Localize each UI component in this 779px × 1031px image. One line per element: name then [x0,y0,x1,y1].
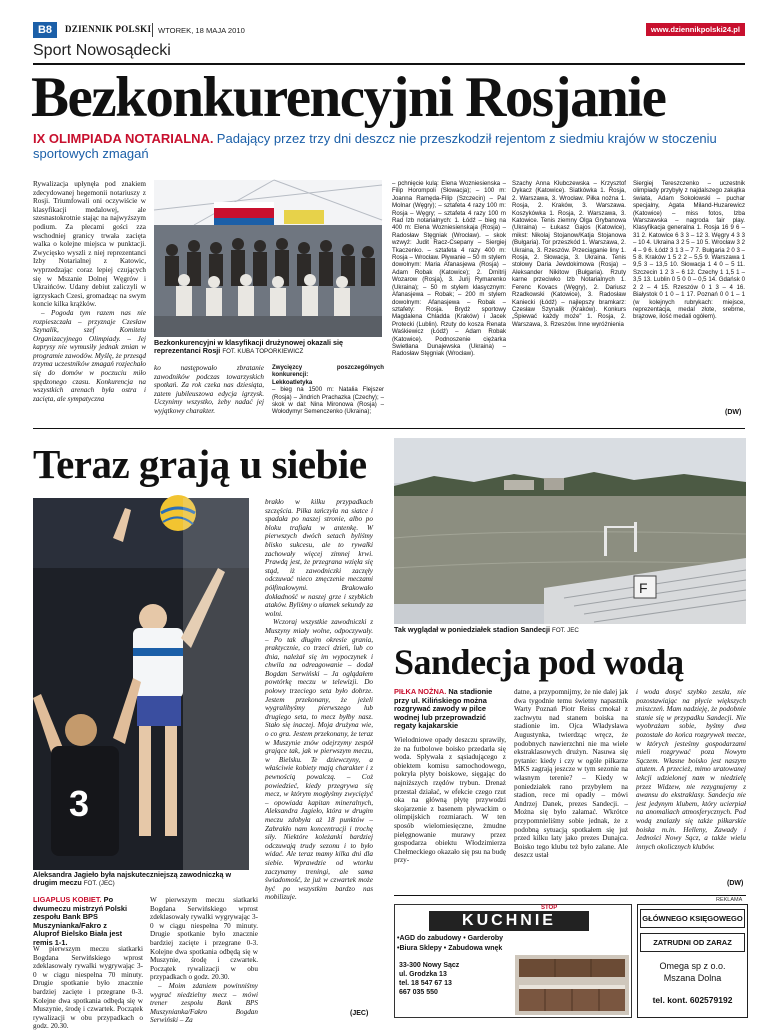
article3-col3-text: i woda dosyć szybko zeszła, nie pozostawiając na płycie większych zniszczeń. Mam nadzieję, że podobnie stanie się w przypadku Sandecji. Nie wyobrażam sobie, byśmy dwa pozostałe do końca rozgrywek mecze, w których jesteśmy gospodarzami mieli rozgrywać poza Nowym Sączem. Własne boisko jest naszym atutem. A przecież, mimo uratowanej lekcji udzielonej nam w niedzielę przez Widzew, nie rezygnujemy z awansu do ekstraklasy. Sandecja nie jest jedynym klubem, który ucierpiał na anomaliach atmosferycznych. Pod wodą znalazły się także piłkarskie boiska m.in. Helleny, Zawady i Jedności Nowy Sącz, a także wielu innych okolicznych klubów. [636,688,746,851]
article3-headline: Sandecja pod wodą [394,642,684,682]
article2-col3-text: brakło w kilku przypadkach szczęścia. Piłka tańczyła na siatce i spadała po naszej stronie, albo po bloku trafiała w antenkę. W pierwszych dwóch setach byliśmy blisko sukcesu, ale to rywalki zachowały więcej zimnej krwi. Prawdą jest, że przegrana wzięła się stąd, iż zawodniczki zaczęły odczuwać nieco zmęczenie meczami półfinałowymi. Brakowało dokładność w naszej grze i szybkich ataków. Byliśmy o ułamek sekundy za wolni. [265,498,373,618]
ads-label: REKLAMA [716,897,743,903]
svg-text:F: F [639,580,648,596]
article3-kicker: PIŁKA NOŻNA. [394,687,447,696]
kitchen-image [515,955,629,1015]
results-subheading: Lekkoatletyka [272,378,313,386]
article1-headline: Bezkonkurencyjni Rosjanie [31,66,666,129]
article1-col2 [272,364,384,424]
article2-lead [33,896,133,948]
article3-lead-text: Na stadionie przy ul. Kilińskiego można rozgrywać zawody w pilce wodnej lub przeprowadzić regaty kajakarskie [394,687,493,731]
kuchnie-phone1: tel. 18 547 67 13 [399,980,452,987]
article3-col2 [514,688,628,892]
results-col4-text: Szachy Anna Kłubczewska – Krzysztof Dykacz (Katowice). Siatkówka 1. Rosja, 2. Warszawa, 3. Wrocław. Piłka nożna 1. Rosja, 2. Kraków, 3. Warszawa. Koszykówka 1. Rosja, 2. Warszawa, 3. Katowice. Tenis ziemny Olga Grybanowa (Ukraina) – Łukasz Gajos (Katowice), mikst: Nikolaj Stojanow/Katja Stojanowa (Bułgaria). Tor przeszkód 1. Warszawa, 2. Ukraina, 3. Rzeszów. Przeciąganie liny 1. Rosja, 2. Słowacja, 3. Ukraina. Tenis stołowy Daria Jewdokimowa (Rosja) – Aleksander Nikitow (Bułgaria). Rzuty karne przeciwko Izb Notarialnych 1. Ferenc Kovacs (Węgry), 2. Dariusz Rzadkowski (Katowice), 3. Radosław Kaniecki (Łódź) – najlepszy bramkarz: Czesław Szynalik (Kraków). Konkurs „Śpiewać każdy może” 1. Rosja, 2. Warszawa, 3. Rzeszów. Inne wyróżnienia [512,180,626,328]
results-heading: Zwycięzcy poszczególnych konkurencji: [272,364,384,379]
article1-col5 [633,180,745,408]
article2-kicker: LIGAPLUS KOBIET. [33,895,102,904]
volleyball-caption [33,871,249,889]
paper-name: DZIENNIK POLSKI [65,24,152,34]
stadium-photo-image [394,438,746,624]
volleyball-caption-text: Aleksandra Jagieło była najskuteczniejszą zawodniczką w drugim meczu [33,870,232,888]
team-photo-caption-text: Bezkonkurencyjni w klasyfikacji drużynowej okazali się reprezentanci Rosji [154,338,343,356]
results-col3-text: – pchnięcie kulą: Elena Wozniesienska – Filip Horompoli (Słowacja); – 100 m: Joanna Ramęda-Filip (Szczecin) – Pal Molnar (Węgry); – sztafeta 4 razy 100 m: Rosja – Węgry; – sztafeta 4 razy 100 m Rad Izb notarialnych: 1. Łódź – bieg na 400 m: Elena Wozniesienskaja (Rosja) – Radosław Stęgniak (Wrocław). – skok wzwyż: Judit Racz-Csepany – Siergiej Tkaczenko. – sztafeta 4 razy 400 m: Rosja – Wrocław. Pływanie – 50 m stylem dowolnym: Maria Afanasjewa (Rosja) – Adam Robak (Katowice); 2. Dmitrij Wozarow (Rosja), 3. Jurij Rymarenko (Ukraina); – 50 m stylem klasycznym: Afanasjewa – Robak; – 200 m stylem dowolnym: Afanasjewa – Robak – sztafety: Rosja. Brydż sportowy Magdalena Chladda (Kraków) i Jacek Protecki (Lublin). Rzuty do kosza Renata Waśkiewicz (Łódź) – Adam Robak (Katowice). Podnoszenie ciężarka Swietłana Dunajewska (Ukraina) – Radosław Stęgniak (Wrocław). [392,180,506,358]
article2-headline: Teraz grają u siebie [33,441,367,487]
job-subtitle: ZATRUDNI OD ZARAZ [640,933,745,952]
kuchnie-title: KUCHNIE [429,911,589,931]
stadium-photo [394,438,746,624]
section-rule [33,63,745,65]
article1-col1b-text: ko następowało zbratanie zawodników podczas towarzyskich spotkań. Za rok czeka nas dziesiąta, zatem jubileuszowa edycja igrzysk. Uczynimy wszystko, żeby nadać jej wyjątkowy charakter. [154,364,264,415]
team-photo-image [154,180,382,337]
article1-deck-text: Padający przez trzy dni deszcz nie przeszkodził rejentom z siedmiu krajów w stoczeniu sportowych zmagań [33,131,717,161]
article1-sign: (DW) [725,409,742,416]
article1-col4 [512,180,626,418]
article2-col1 [33,945,143,1031]
article3-col3 [636,688,746,878]
section-title: Sport Nowosądecki [33,42,171,59]
kuchnie-ad[interactable] [394,904,632,1018]
volleyball-credit: FOT. (JEC) [83,880,115,888]
results-col2-text: – bieg na 1500 m: Natalia Flejszer (Rosja) – Jindrich Prachazka (Czechy); – skok w dal: Nina Mironowa (Rosja) – Wołodymyr Semenczenko (Ukraina); [272,386,384,416]
svg-text:3: 3 [69,783,90,824]
masthead-divider [152,23,153,37]
article1-kicker: IX OLIMPIADA NOTARIALNA. [33,131,214,146]
stadium-caption-text: Tak wyglądał w poniedziałek stadion Sandecji [394,625,551,634]
article1-col1-text: Rywalizacja upłynęła pod znakiem zdecydowanej hegemonii notariuszy z Rosji. Triumfowali oni oczywiście w klasyfikacji medalowej, ale szesnastokrotnie stając na najwyższym podium. Za plecami gości zza wschodniej granicy trwała zacięta walka o kolejne miejsca w punktacji. Zwycięsko wyszli z niej reprezentanci Izby Notarialnej z Katowic, wyprzedzając coraz lepiej czujących się w Mszanie Dolnej Węgrów i Ukraińców. Udany debiut zaliczyli w igrzyskach Czesi, gromadząc na swym koncie kilka krążków. [33,180,146,309]
article3-sign: (DW) [727,880,744,887]
article2-col1-cont [150,896,258,1025]
kuchnie-address2: ul. Grodzka 13 [399,971,447,978]
article2-col3b-text: Wczoraj wszystkie zawodniczki z Muszyny miały wolne, odpoczywały. – Po tak długim okresie grania, praktycznie, co trzeci dzień, lub co dnia, należał się im wypoczynek i chwila na odreagowanie – dodał Bogdan Serwiński – Ja oglądałem powtórkę meczu w telewizji. Do połowy trzeciego seta było dobrze. Jestem przekonany, że jeżeli wygralibyśmy pierwszego lub drugiego seta, to mecz byłby nasz. Stało się inaczej. Moja drużyna wie, o co gra. Jestem przekonany, że teraz w Muszynie znów odejrzymy zespół grające tak, jak w pierwszym meczu, w Bielsku. Te dziewczyny, a właściwie kobiety mają charakter i z pewnością powalczą. – Coż powiedzieć, kiedy przegrywa się mecz, w którym mogłyśmy zwyciężyć – opowiada kapitan mineralnych, Aleksandra Jagieło, która w drugim meczu zdobyła aż 18 punktów – Zabrakło nam koncentracji i trochę siły. Niektóre koleżanki bardziej odczuwają trudy sezonu i to było widać. Ale teraz mamy kilka dni dla siebie. Wprawdzie od wtorku zaczynamy treningi, ale sama świadomość, że już w czwartek może być po wszystkim bardzo nas mobilizuje. [265,618,373,902]
article1-col3 [392,180,506,418]
article2-col1-text: W pierwszym meczu siatkarki Bogdana Serwińskiego wprost zdeklasowały rywalki wygrywając 3-0 w ciągu niespełna 70 minuty. Drugie spotkanie było znacznie bardziej zacięte i przegrane 0-3. Kolejne dwa spotkania odbędą się w Muszynie, środę i czwartek. Początek rywalizacji w obu przypadkach o godz. 20.30. [33,945,143,1031]
article3-col2-text: datne, a przypomnijmy, że nie dalej jak dwa tygodnie temu świetny napastnik Warty Poznań Piotr Reiss cmokał z zachwytu nad stanem boiska na stadionie im. Ojca Władysława Augustynka, twierdząc wręcz, że podobnych nawierzchni nie ma wiele ekstraklasowych drużyn. Nasuwa się pytanie: kiedy i czy w ogóle piłkarze MKS zagrają jeszcze w tym sezonie na własnym terenie? – Kiedy w poniedziałek rano przybyłem na stadion, rece mi opadły – mówi Andrzej Danek, prezes Sandecji. – Można się było załamać. Wkrótce przypomnieliśmy sobie jednak, że z podobną sytuacją spotkałem się już przed kilku laty jako prezes Dunajca. Boisko tego klubu też było zalane. Ale deszcz ustał [514,688,628,860]
team-photo-credit: FOT. KUBA TOPORKIEWICZ [222,348,304,356]
article2-col2-text: – Moim zdaniem powinniśmy wygrać niedzielny mecz – mówi trener zespołu Bank BPS Muszynianka/Fakro Bogdan Serwiński – Za [150,981,258,1025]
kuchnie-address1: 33-300 Nowy Sącz [399,962,460,969]
article3-lead [394,688,502,731]
article2-col1-cont-text: W pierwszym meczu siatkarki Bogdana Serwińskiego wprost zdeklasowały rywalki wygrywając 3-0 w ciągu niespełna 70 minuty. Drugie spotkanie było znacznie bardziej zacięte i przegrane 0-3. Kolejne dwa spotkania odbędą się w Muszynie, środę i czwartek. Początek rywalizacji w obu przypadkach o godz. 20.30. [150,896,258,982]
page-number: B8 [33,22,57,38]
job-company2: Mszana Dolna [663,973,722,983]
masthead [33,22,745,40]
kuchnie-phone2: 667 035 550 [399,989,438,996]
ads-rule [394,895,746,896]
stadium-credit: FOT. JEC [552,627,579,634]
site-url[interactable]: www.dziennikpolski24.pl [646,23,745,36]
article3-col1 [394,736,506,892]
job-company1: Omega sp z o.o. [659,961,726,971]
article1-col1b [154,364,264,424]
article1-col1 [33,180,146,425]
article2-sign: (JEC) [350,1010,369,1017]
article2-col3 [265,498,373,1013]
volleyball-photo [33,498,249,870]
volleyball-photo-image [33,498,249,870]
article2-lead-text: Po dwumeczu mistrzyń Polski zespołu Bank BPS Muszynianka/Fakro z Aluprof Bielsko Biała jest remis 1-1. [33,895,128,947]
article1-col1-quote: – Pogoda tym razem nas nie rozpieszczała – przyznaje Czesław Szynalik, szef Komitetu Organizacyjnego Olimpiady. – Jej kaprysy nie wymusiły jednak zmian w programie zawodów. Myślę, że przesąd trzyma uczestników zmagań rozjechało się do domów w poczuciu miło spędzonego czasu. Konkurencja na wszystkich arenach była ostra i zacięta, ale sympatyczna [33,308,146,403]
kuchnie-line1: •AGD do zabudowy • Garderoby [397,935,504,942]
kuchnie-stop: STOP [541,905,558,911]
issue-date: WTOREK, 18 MAJA 2010 [158,26,245,35]
results-col5-text: Siergiej Tereszczenko – uczestnik olimpiady przybyły z najdalszego zakątka świata, Adam Sokołowski – puchar specjalny, Agata Miland-Huzarewicz (Katowice) – miss fotos, Izba Warszawska – nagroda fair play. Klasyfikacja generalna 1. Rosja 16 9 6 – 31 2. Katowice 6 3 3 – 12 3. Węgry 4 3 3 – 10 4. Ukraina 3 2 5 – 10 5. Wrocław 3 2 4 – 9 6. Łódź 3 1 3 – 7 7. Bułgaria 2 0 3 – 5 8. Kraków 1 5 2 2 – 5,5 9. Warszawa 1 9,5 3 – 13,5 10. Słowacja 1 4 0 – 5 11. Szczecin 1 2 3 – 6 12. Czechy 1 1,5 1 – 3,5 13. Lublin 0 5 0 0 – 0,5 14. Gdańsk 0 2 2 – 4 15. Rzeszów 0 1 3 – 4 16. Białystok 0 1 0 – 1 17. Poznań 0 0 1 – 1 (w kolejnych rubrykach: miejsce, reprezentacja, medal złote, srebrne, brązowe, ilość medali ogółem). [633,180,746,321]
job-ad[interactable] [637,904,748,1018]
job-phone: tel. kont. 602579192 [652,995,733,1005]
article3-col1-text: Wielodniowe opady deszczu sprawiły, że na futbolowe boisko przedarła się woda. Spływała z sąsiadującego z obiektem komisu samochodowego, pokryła płyty boiskowe, sięgając do najniższych rzędów trybun. Drenaż przestał działać, w efekcie czego rzut oka na główną płytę przywodzi skojarzenie z basenem pływackim o olimpijskich rozmiarach. W ten sposób wielomiesięczne, żmudne pielęgnowanie murawy przez gospodarza obiektu Włodzimierza Chełmeckiego okazało się psu na budę przy- [394,736,506,865]
mid-rule [33,428,745,429]
kuchnie-line2: •Biura Sklepy • Zabudowa wnęk [397,945,503,952]
job-title: GŁÓWNEGO KSIĘGOWEGO [640,909,745,928]
team-photo [154,180,382,337]
stadium-caption [394,626,746,635]
team-photo-caption [154,339,382,357]
article1-deck [33,131,733,161]
